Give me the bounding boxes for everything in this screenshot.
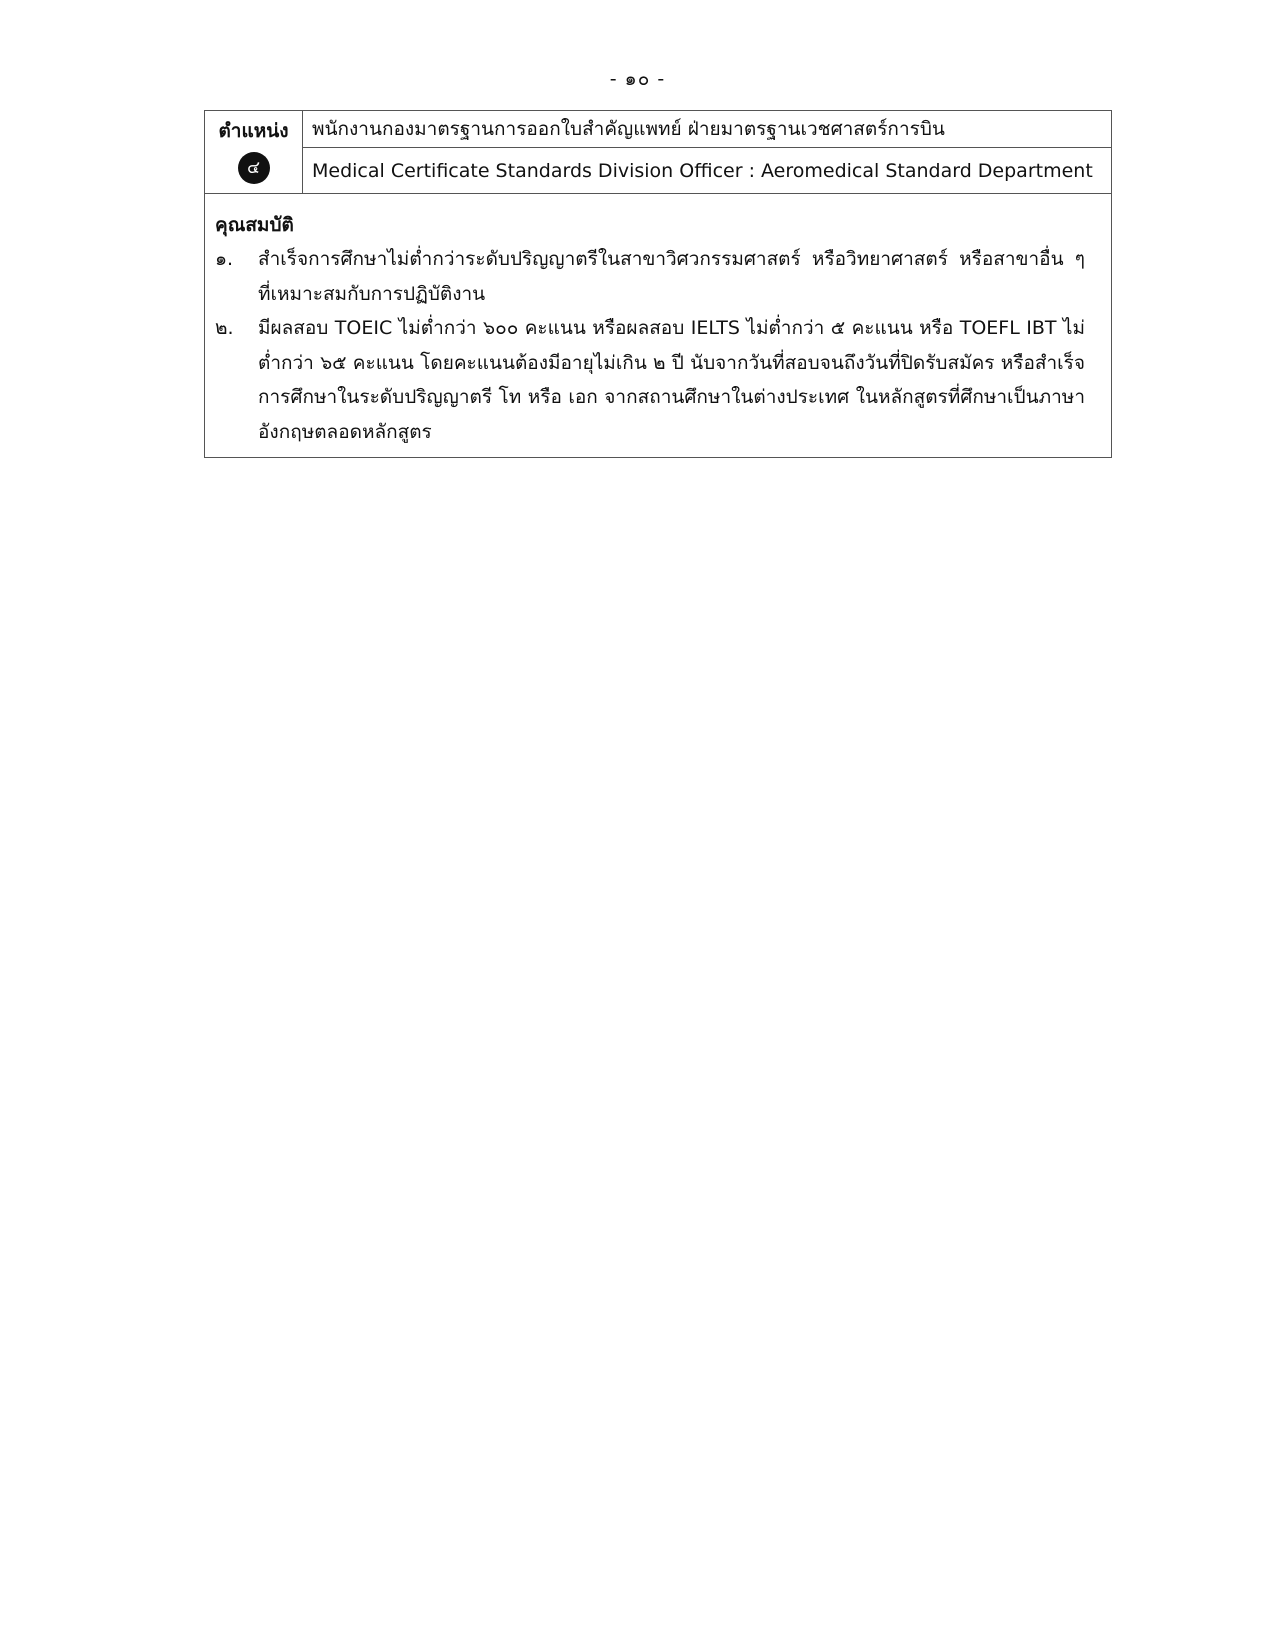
qualification-text: มีผลสอบ TOEIC ไม่ต่ำกว่า ๖๐๐ คะแนน หรือผลสอบ IELTS ไม่ต่ำกว่า ๕ คะแนน หรือ TOEFL IBT ไม่ต่ำกว่า ๖๕ คะแนน โดยคะแนนต้องมีอายุไม่เกิน ๒ ปี นับจากวันที่สอบจนถึงวันที่ปิดรับสมัคร หรือสำเร็จการศึกษาในระดับปริญญาตรี โท หรือ เอก จากสถานศึกษาในต่างประเทศ ในหลักสูตรที่ศึกษาเป็นภาษาอังกฤษตลอดหลักสูตร bbox=[258, 317, 1085, 443]
qualification-text: สำเร็จการศึกษาไม่ต่ำกว่าระดับปริญญาตรีในสาขาวิศวกรรมศาสตร์ หรือวิทยาศาสตร์ หรือสาขาอื่น ๆ ที่เหมาะสมกับการปฏิบัติงาน bbox=[258, 248, 1085, 305]
qualifications-heading: คุณสมบัติ bbox=[215, 214, 294, 236]
qualifications-section bbox=[205, 194, 1112, 458]
position-title-english: Medical Certificate Standards Division Officer : Aeromedical Standard Department bbox=[303, 148, 1112, 194]
page-number: - ๑๐ - bbox=[609, 68, 666, 90]
qualification-item bbox=[215, 311, 1085, 449]
position-label-cell bbox=[205, 111, 303, 194]
qualification-item bbox=[215, 242, 1085, 311]
qualification-number: ๑. bbox=[215, 248, 234, 270]
qualification-number: ๒. bbox=[215, 317, 234, 339]
position-title-thai: พนักงานกองมาตรฐานการออกใบสำคัญแพทย์ ฝ่ายมาตรฐานเวชศาสตร์การบิน bbox=[303, 111, 1112, 148]
position-number-badge: ๔ bbox=[238, 152, 270, 184]
position-label: ตำแหน่ง bbox=[218, 119, 289, 142]
position-table bbox=[204, 110, 1112, 458]
